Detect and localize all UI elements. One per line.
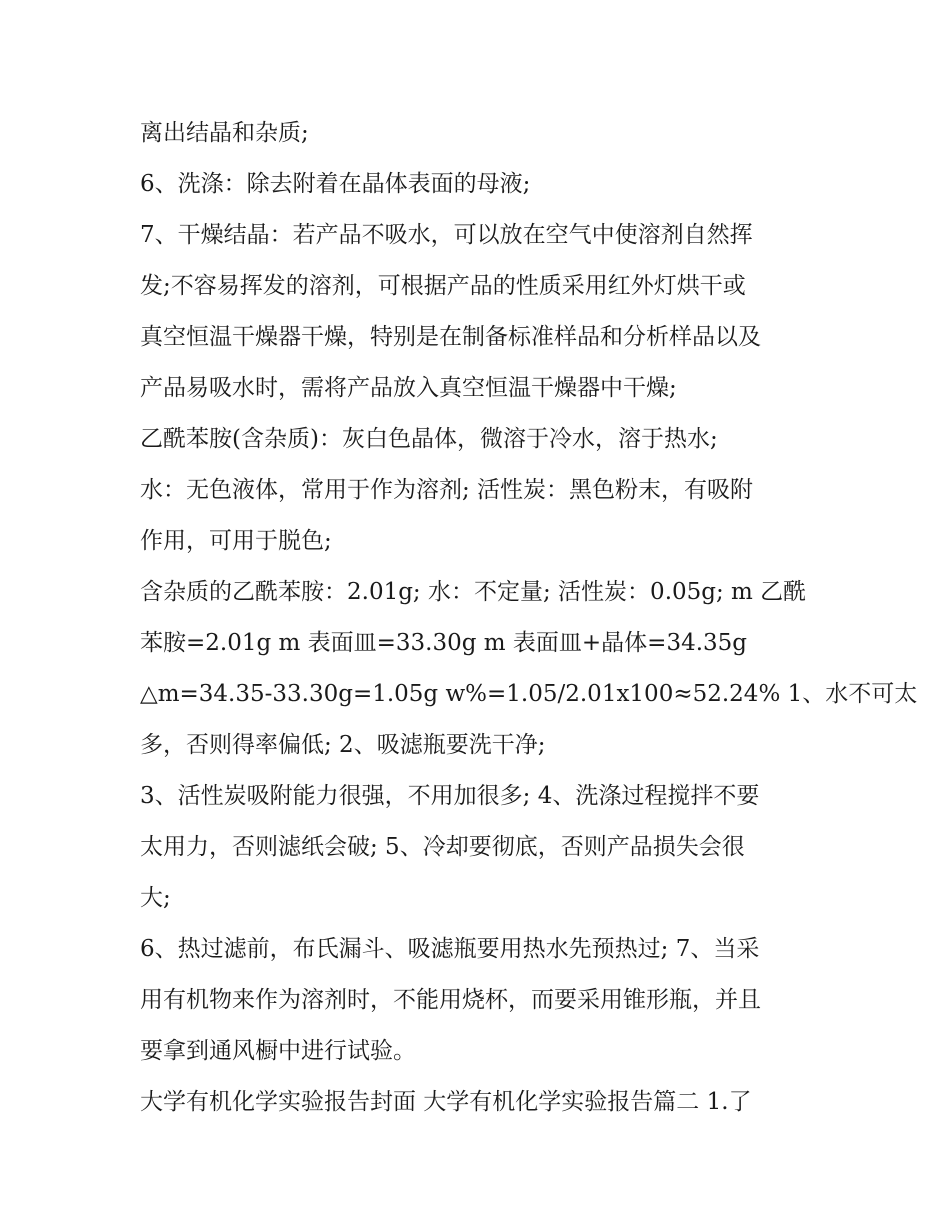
- text-line: 6、洗涤：除去附着在晶体表面的母液;: [140, 171, 531, 197]
- text-line: 含杂质的乙酰苯胺：2.01g; 水：不定量; 活性炭：0.05g; m 乙酰: [140, 579, 807, 605]
- text-line: 7、干燥结晶：若产品不吸水，可以放在空气中使溶剂自然挥: [140, 222, 753, 248]
- text-line: 发;不容易挥发的溶剂，可根据产品的性质采用红外灯烘干或: [140, 273, 746, 299]
- text-line: 作用，可用于脱色;: [140, 528, 332, 554]
- text-line: 产品易吸水时，需将产品放入真空恒温干燥器中干燥;: [140, 375, 677, 401]
- text-line: 要拿到通风橱中进行试验。: [140, 1038, 416, 1064]
- text-line: 3、活性炭吸附能力很强，不用加很多; 4、洗涤过程搅拌不要: [140, 783, 760, 809]
- text-line: 6、热过滤前，布氏漏斗、吸滤瓶要用热水先预热过; 7、当采: [140, 936, 760, 962]
- text-line: 用有机物来作为溶剂时，不能用烧杯，而要采用锥形瓶，并且: [140, 987, 761, 1013]
- text-line: 离出结晶和杂质;: [140, 120, 309, 146]
- text-line: 大学有机化学实验报告封面 大学有机化学实验报告篇二 1.了: [140, 1089, 752, 1115]
- text-line: 乙酰苯胺(含杂质)：灰白色晶体，微溶于冷水，溶于热水;: [140, 426, 718, 452]
- document-body: [140, 108, 918, 1128]
- text-line: 大;: [140, 885, 171, 911]
- text-line: △m=34.35-33.30g=1.05g w%=1.05/2.01x100≈52.24% 1、水不可太: [140, 681, 918, 707]
- text-line: 太用力，否则滤纸会破; 5、冷却要彻底，否则产品损失会很: [140, 834, 745, 860]
- text-line: 多，否则得率偏低; 2、吸滤瓶要洗干净;: [140, 732, 546, 758]
- text-line: 真空恒温干燥器干燥，特别是在制备标准样品和分析样品以及: [140, 324, 761, 350]
- text-line: 水：无色液体，常用于作为溶剂; 活性炭：黑色粉末，有吸附: [140, 477, 754, 503]
- text-line: 苯胺=2.01g m 表面皿=33.30g m 表面皿+晶体=34.35g: [140, 630, 748, 656]
